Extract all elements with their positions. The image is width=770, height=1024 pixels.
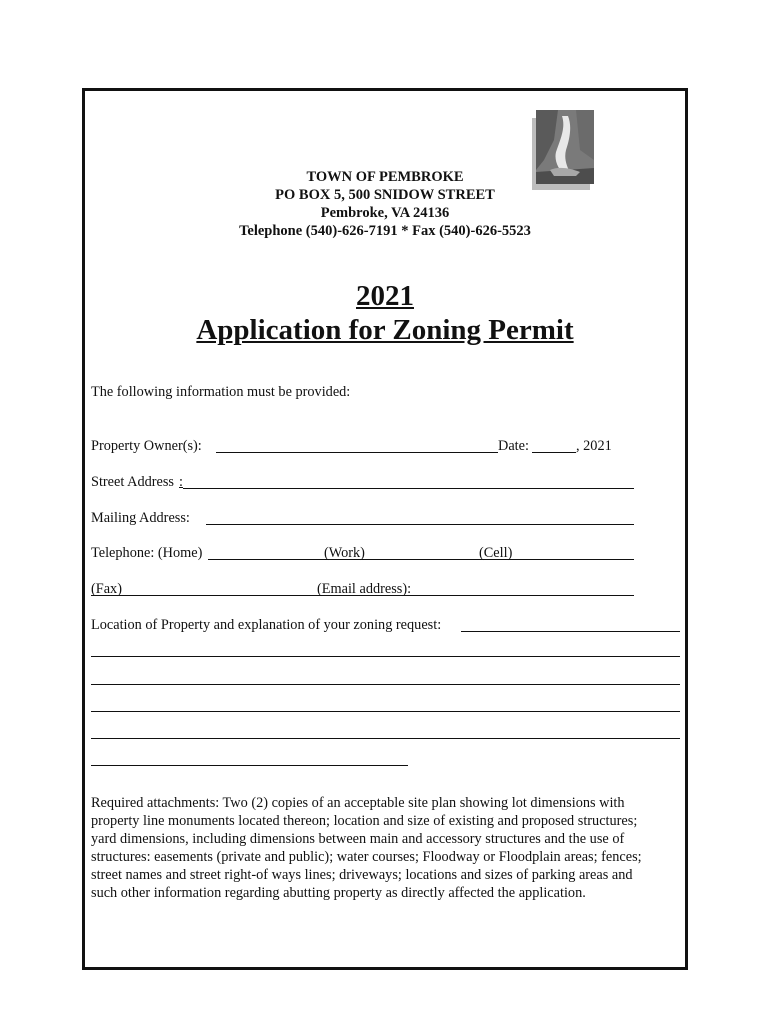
- form-title: Application for Zoning Permit: [196, 314, 574, 346]
- mailing-field[interactable]: [206, 524, 634, 525]
- date-label: Date:: [498, 438, 529, 454]
- location-line[interactable]: [91, 711, 680, 712]
- work-phone-label: (Work): [324, 545, 365, 561]
- town-city: Pembroke, VA 24136: [320, 205, 450, 221]
- location-line[interactable]: [91, 738, 680, 739]
- owner-label: Property Owner(s):: [91, 438, 202, 454]
- town-phone-fax: Telephone (540)-626-7191 * Fax (540)-626-5523: [239, 223, 531, 239]
- cell-phone-label: (Cell): [479, 545, 513, 561]
- location-field-first[interactable]: [461, 631, 680, 632]
- town-address: PO BOX 5, 500 SNIDOW STREET: [275, 187, 495, 203]
- attachments-line: such other information regarding abutting property as directly affected the application.: [91, 885, 586, 901]
- fax-label: (Fax): [91, 581, 122, 597]
- required-attachments: [91, 794, 681, 902]
- form-year: 2021: [356, 280, 414, 312]
- location-label: Location of Property and explanation of your zoning request:: [91, 617, 442, 633]
- attachments-line: street names and street right-of ways lines; driveways; locations and sizes of parking areas and: [91, 867, 633, 883]
- date-year-suffix: , 2021: [576, 438, 612, 454]
- intro-text: The following information must be provided:: [91, 384, 351, 400]
- email-label: (Email address):: [317, 581, 412, 597]
- home-phone-label: Telephone: (Home): [91, 545, 203, 561]
- town-name: TOWN OF PEMBROKE: [306, 169, 464, 185]
- attachments-line: Required attachments: Two (2) copies of an acceptable site plan showing lot dimensions with: [91, 795, 625, 811]
- street-label: Street Address: [91, 474, 174, 490]
- phone-row-line[interactable]: [208, 559, 634, 560]
- location-line[interactable]: [91, 684, 680, 685]
- owner-field[interactable]: [216, 452, 498, 453]
- street-field[interactable]: [183, 488, 634, 489]
- location-line-last[interactable]: [91, 765, 408, 766]
- attachments-line: property line monuments located thereon; location and size of existing and proposed structures;: [91, 813, 638, 829]
- attachments-line: yard dimensions, including dimensions between main and accessory structures and the use of: [91, 831, 625, 847]
- date-field[interactable]: [532, 452, 576, 453]
- attachments-line: structures: easements (private and public); water courses; Floodway or Floodplain areas; fences;: [91, 849, 642, 865]
- mailing-label: Mailing Address:: [91, 510, 190, 526]
- location-line[interactable]: [91, 656, 680, 657]
- street-colon: :: [179, 474, 183, 490]
